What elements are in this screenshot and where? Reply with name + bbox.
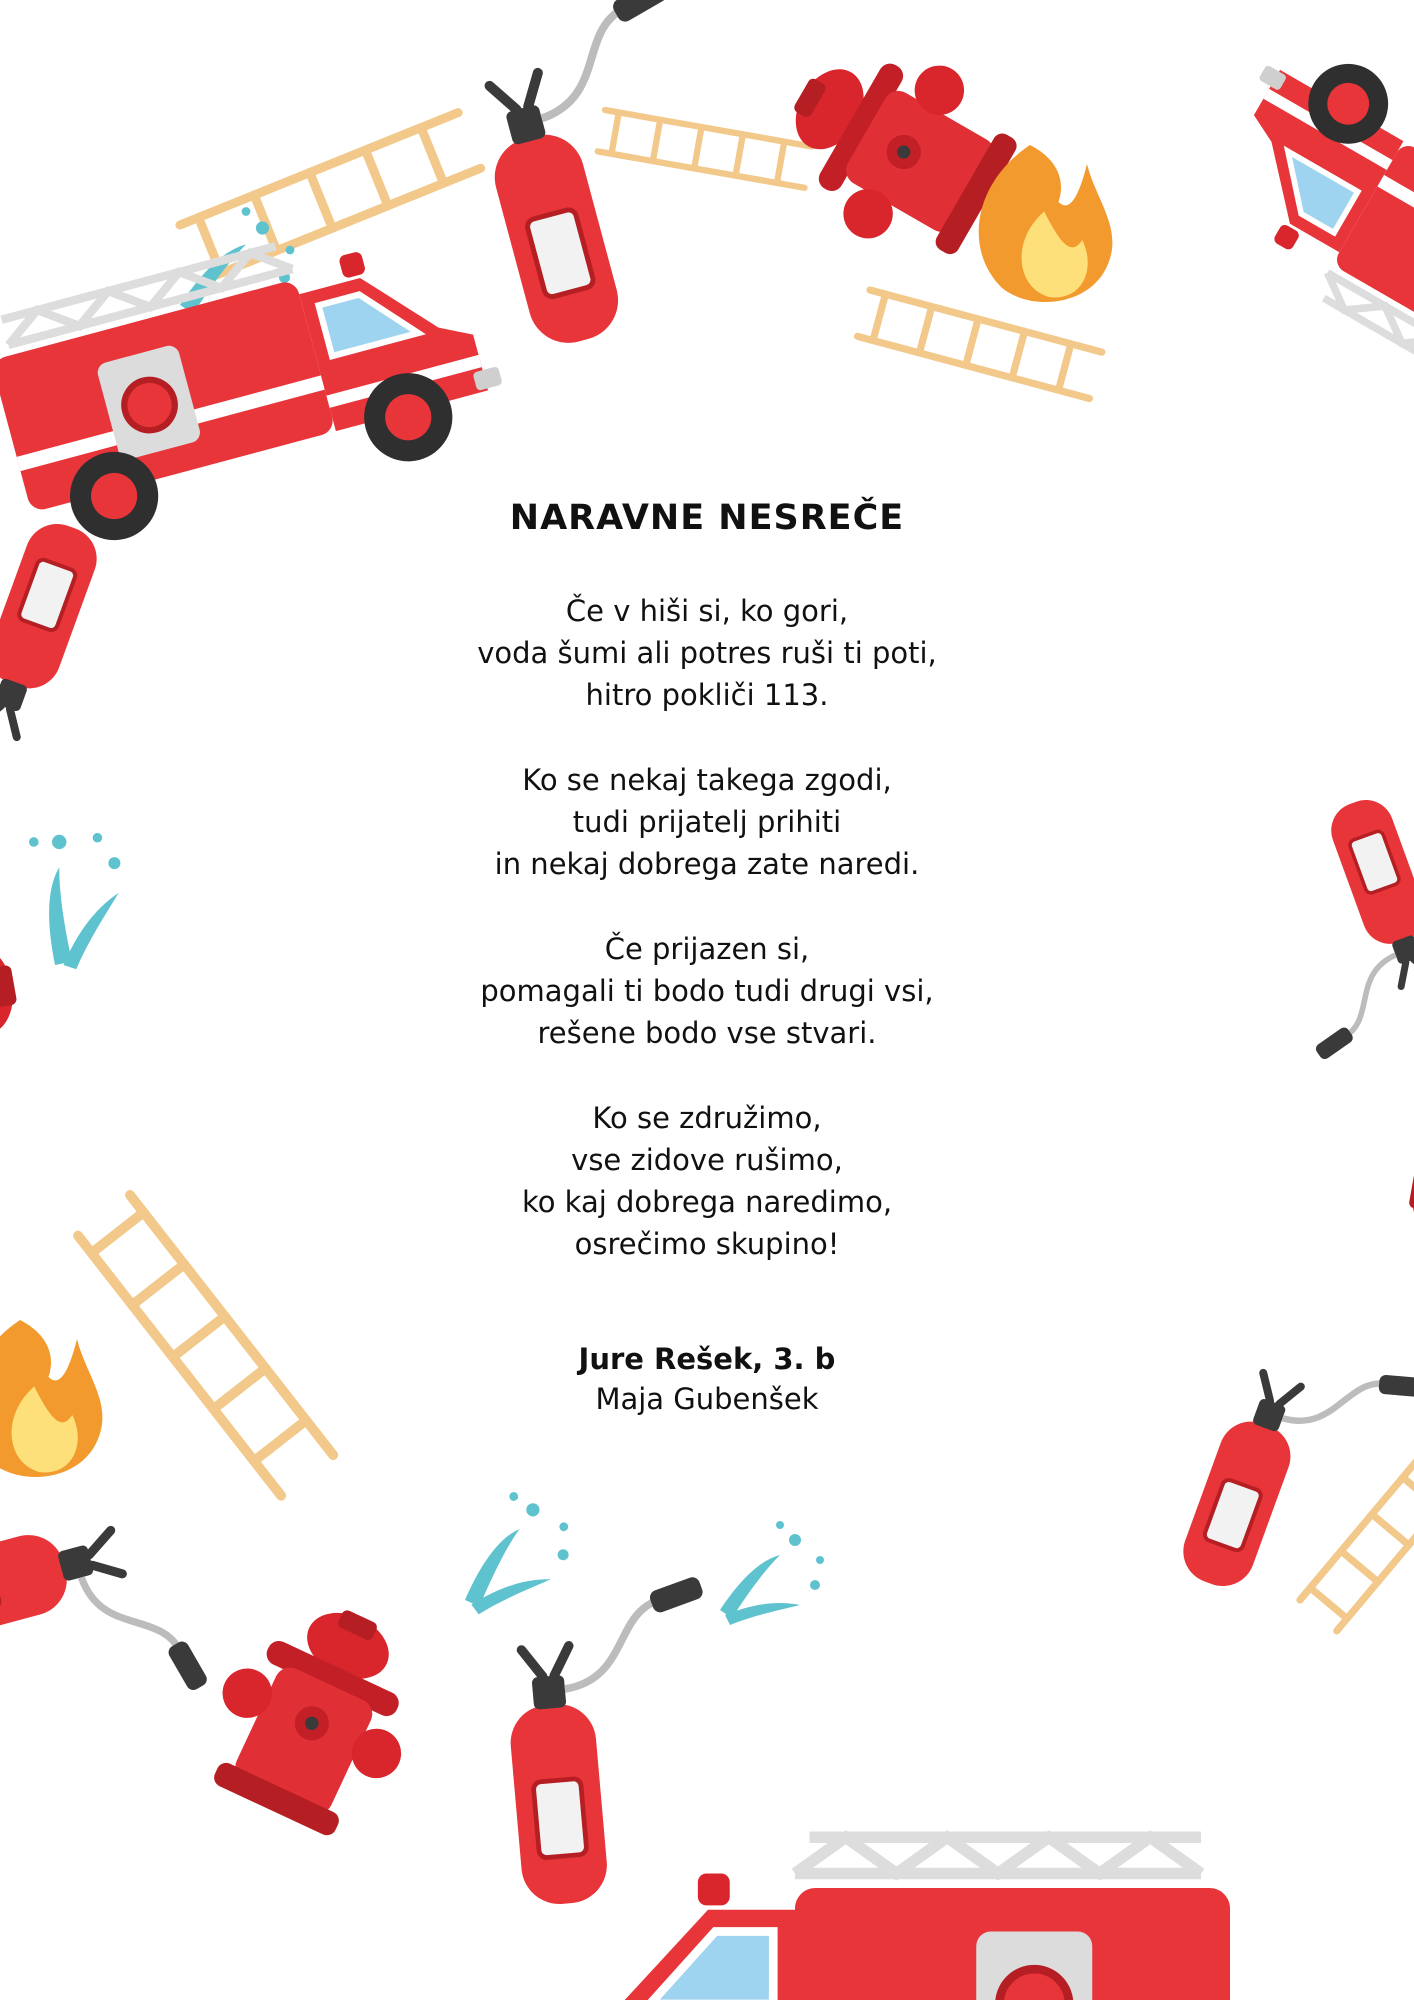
fire-truck-icon (556, 1837, 1230, 2000)
poem-line: osrečimo skupino! (574, 1227, 840, 1261)
poem-line: hitro pokliči 113. (585, 678, 829, 712)
poem (357, 498, 1057, 1419)
fire-extinguisher-icon (1240, 792, 1414, 1063)
poem-line: tudi prijatelj prihiti (572, 805, 842, 839)
poem-line: in nekaj dobrega zate naredi. (494, 847, 920, 881)
poem-line: Ko se združimo, (592, 1101, 822, 1135)
ladder-icon (78, 1195, 333, 1496)
stanza (357, 1097, 1057, 1265)
poem-line: ko kaj dobrega naredimo, (521, 1185, 893, 1219)
stanza (357, 590, 1057, 716)
water-splash-icon (448, 1484, 581, 1617)
poem-line: Če v hiši si, ko gori, (565, 594, 849, 628)
ladder-icon (858, 290, 1102, 398)
poem-title: NARAVNE NESREČE (509, 498, 905, 538)
poem-line: Če prijazen si, (604, 932, 810, 966)
water-splash-icon (0, 801, 156, 977)
water-splash-icon (720, 1521, 824, 1625)
flame-icon (0, 1320, 102, 1477)
ladder-icon (598, 110, 812, 188)
author-name: Jure Rešek, 3. b (578, 1342, 836, 1376)
poem-line: rešene bodo vse stvari. (537, 1016, 877, 1050)
fire-extinguisher-icon (497, 1575, 730, 1908)
fire-extinguisher-icon (454, 0, 750, 352)
fire-hydrant-icon (184, 1576, 448, 1851)
fire-hydrant-icon (0, 885, 31, 1123)
stanza (357, 759, 1057, 885)
poem-line: vse zidove rušimo, (571, 1143, 843, 1177)
stanza (357, 928, 1057, 1054)
fire-truck-icon (1180, 24, 1414, 436)
fire-hydrant-icon (1396, 1100, 1414, 1314)
ladder-icon (1300, 1416, 1414, 1631)
mentor-name: Maja Gubenšek (595, 1382, 819, 1416)
fire-extinguisher-icon (0, 1498, 211, 1764)
poem-line: Ko se nekaj takega zgodi, (522, 763, 892, 797)
poem-line: voda šumi ali potres ruši ti poti, (477, 636, 937, 670)
poem-line: pomagali ti bodo tudi drugi vsi, (480, 974, 934, 1008)
